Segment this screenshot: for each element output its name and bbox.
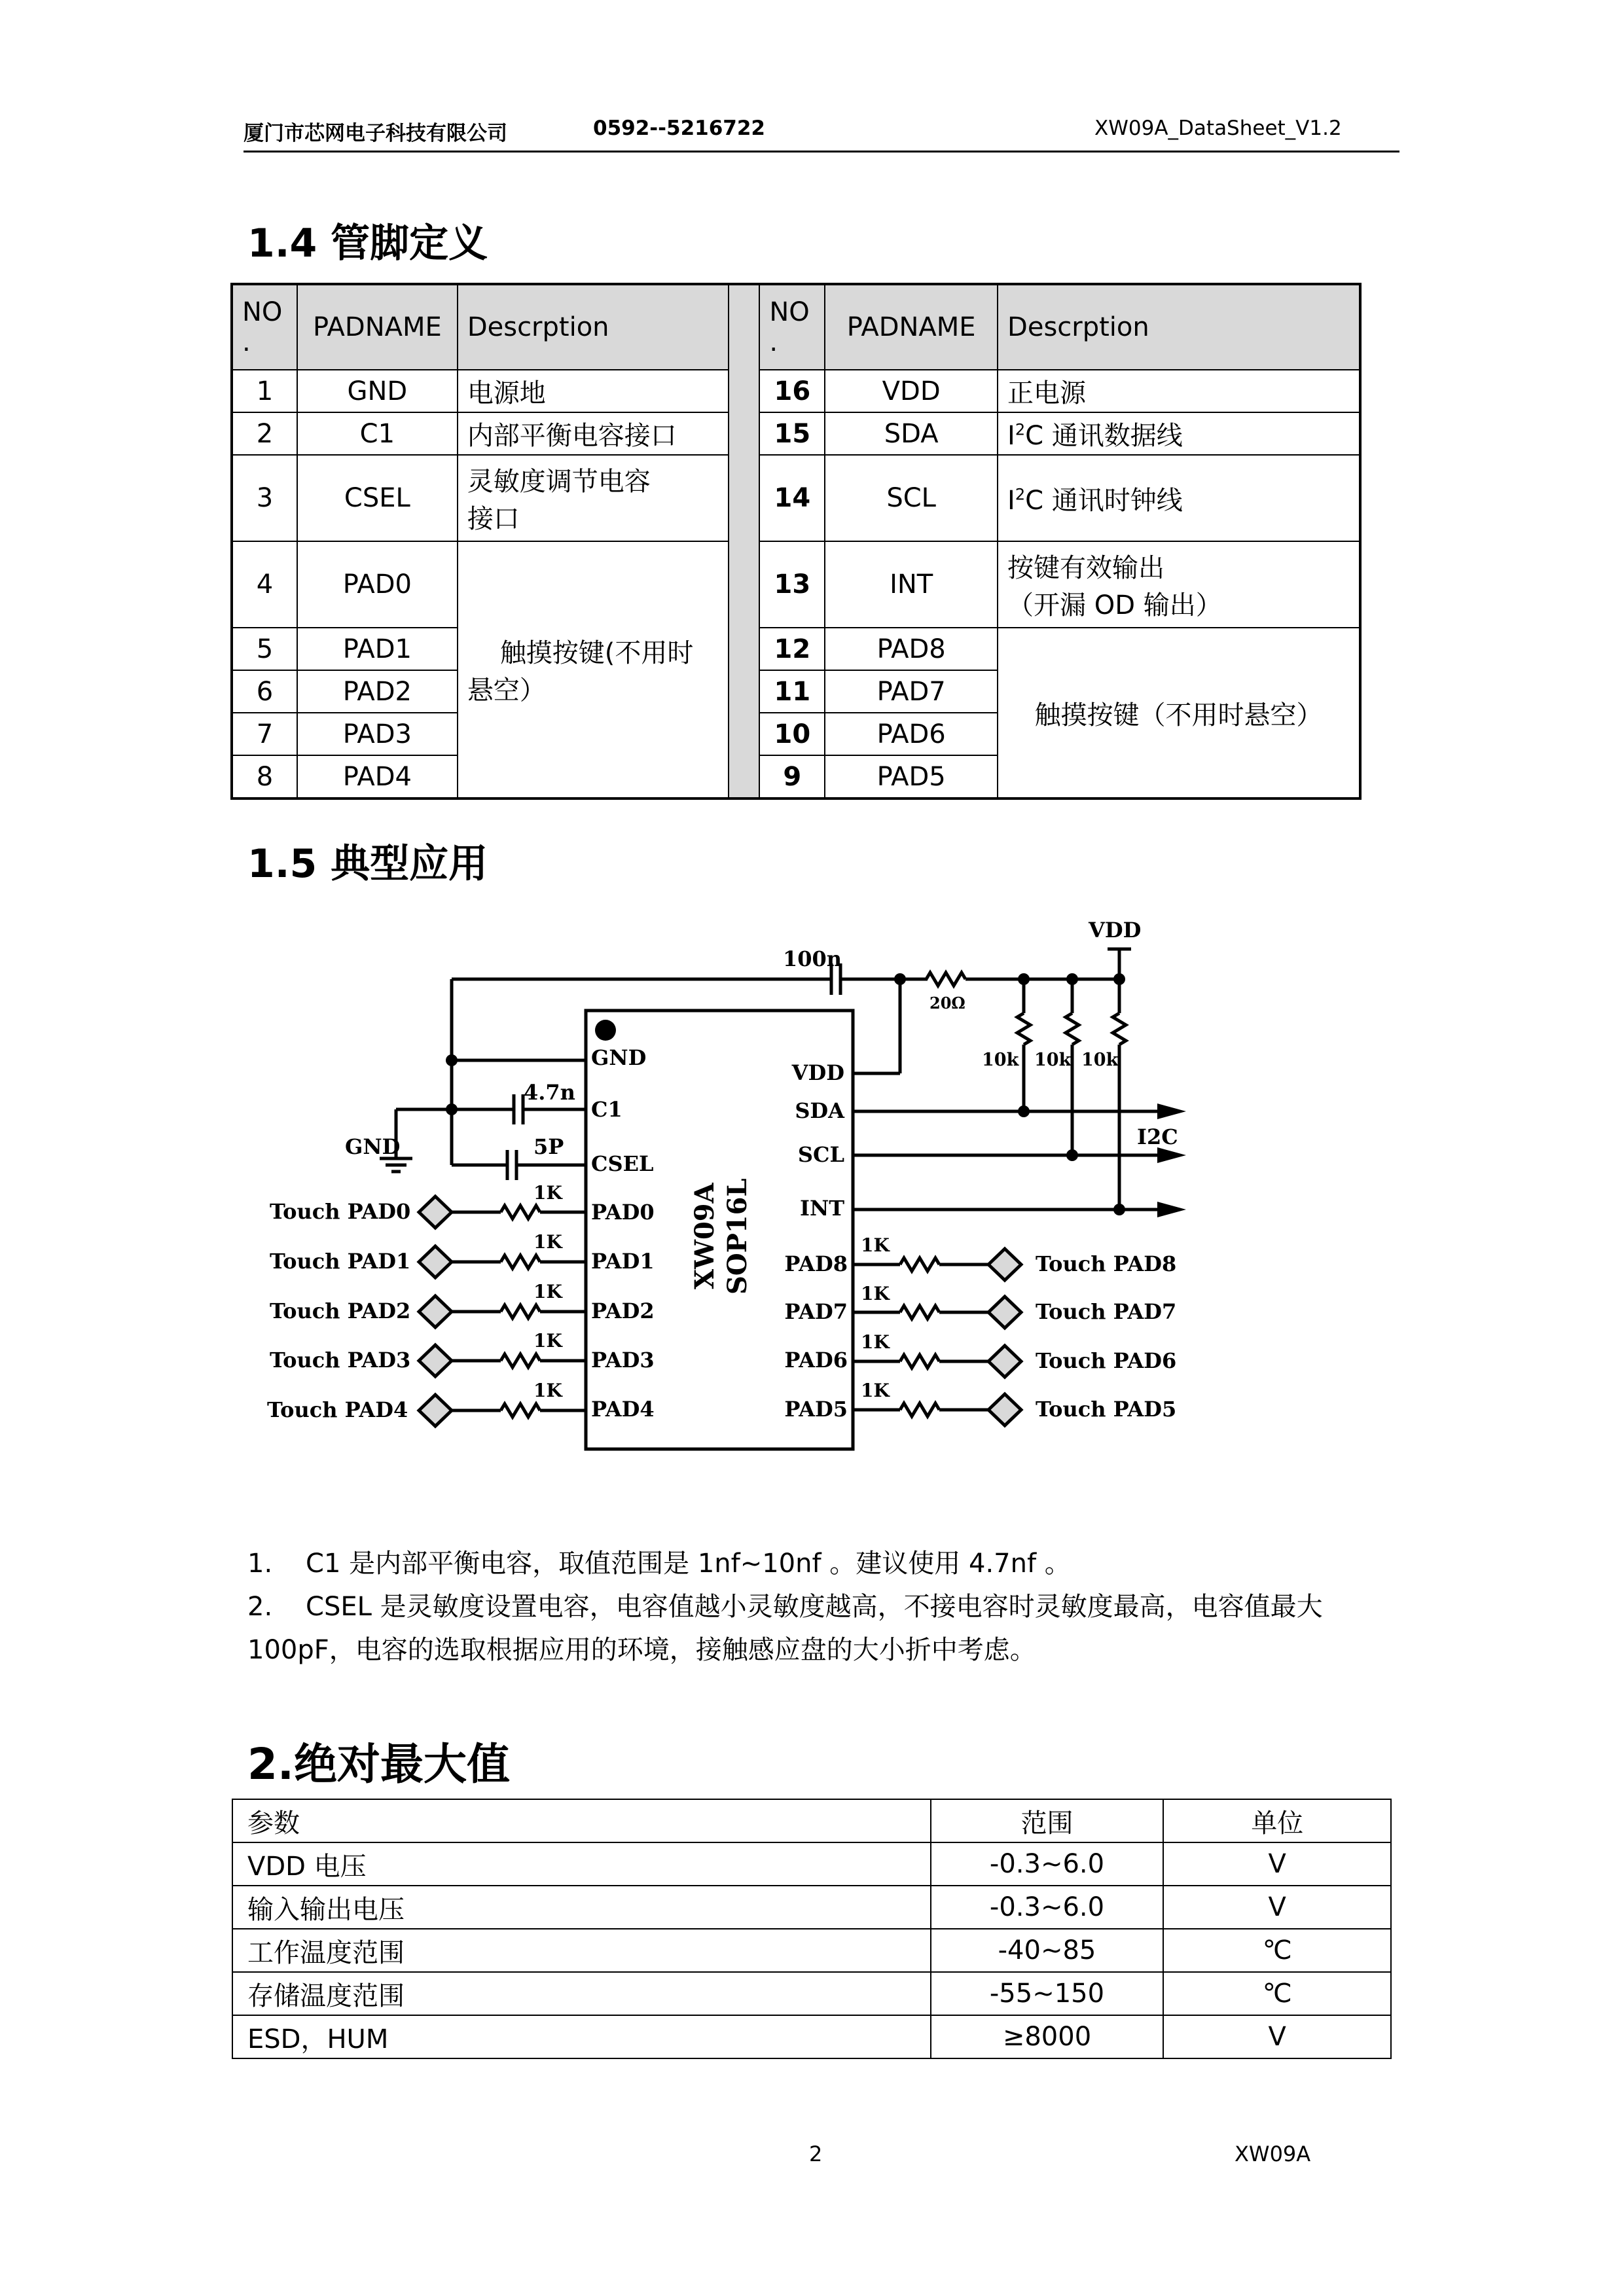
table-row: 3 CSEL 灵敏度调节电容 接口 14 SCL $I^2C$ 通讯时钟线 bbox=[232, 455, 1360, 541]
label-1k: 1K bbox=[533, 1231, 562, 1253]
chip-pin-pad7: PAD7 bbox=[784, 1299, 848, 1324]
table-row: 输入输出电压 -0.3~6.0 V bbox=[232, 1886, 1391, 1929]
label-1k: 1K bbox=[533, 1330, 562, 1352]
table-row: 6 PAD2 11 PAD7 bbox=[232, 670, 1360, 713]
touch-pad6: Touch PAD6 bbox=[1036, 1348, 1177, 1373]
chip-package: SOP16L bbox=[722, 1178, 753, 1295]
col-desc-r: Descrption bbox=[998, 284, 1360, 370]
section-1-5-title: 1.5 典型应用 bbox=[247, 841, 488, 887]
label-10k-1: 10k bbox=[982, 1050, 1019, 1070]
table-row: 4 PAD0 触摸按键(不用时 悬空） 13 INT 按键有效输出 （开漏 OD 输出） bbox=[232, 541, 1360, 628]
chip-pin-pad3: PAD3 bbox=[591, 1348, 655, 1372]
touch-pad2: Touch PAD2 bbox=[270, 1299, 411, 1323]
table-row: 1 GND 电源地 16 VDD 正电源 bbox=[232, 370, 1360, 412]
header-doc: XW09A_DataSheet_V1.2 bbox=[1094, 117, 1342, 140]
pin1-marker bbox=[595, 1020, 616, 1041]
table-row: 8 PAD4 9 PAD5 bbox=[232, 755, 1360, 798]
touch-pad1: Touch PAD1 bbox=[270, 1249, 411, 1274]
table-row: 存储温度范围 -55~150 ℃ bbox=[232, 1972, 1391, 2015]
label-5p: 5P bbox=[533, 1134, 564, 1159]
label-100n: 100n bbox=[783, 946, 842, 971]
col-no: NO . bbox=[232, 284, 297, 370]
header-phone: 0592--5216722 bbox=[593, 117, 766, 140]
label-20ohm: 20Ω bbox=[929, 994, 965, 1013]
col-padname: PADNAME bbox=[297, 284, 458, 370]
chip-pin-pad6: PAD6 bbox=[784, 1348, 848, 1372]
label-1k: 1K bbox=[861, 1331, 890, 1353]
label-gnd: GND bbox=[345, 1134, 401, 1159]
table-row: 7 PAD3 10 PAD6 bbox=[232, 713, 1360, 755]
footer-doc: XW09A bbox=[1235, 2142, 1311, 2166]
chip-pin-pad0: PAD0 bbox=[591, 1200, 655, 1225]
section-1-4-title: 1.4 管脚定义 bbox=[247, 221, 488, 266]
chip-pin-pad8: PAD8 bbox=[784, 1251, 848, 1276]
label-1k: 1K bbox=[533, 1380, 562, 1401]
note-2-cont: 100pF，电容的选取根据应用的环境，接触感应盘的大小折中考虑。 bbox=[247, 1635, 1036, 1665]
chip-pin-pad2: PAD2 bbox=[591, 1299, 655, 1323]
chip-name: XW09A bbox=[689, 1183, 720, 1289]
table-row: 工作温度范围 -40~85 ℃ bbox=[232, 1929, 1391, 1972]
chip-pin-csel: CSEL bbox=[591, 1151, 654, 1176]
left-touch-desc: 触摸按键(不用时 悬空） bbox=[458, 541, 729, 798]
label-10k-2: 10k bbox=[1034, 1050, 1072, 1070]
chip-pin-sda: SDA bbox=[795, 1098, 844, 1123]
table-row: 2 C1 内部平衡电容接口 15 SDA $I^2C$ 通讯数据线 bbox=[232, 412, 1360, 455]
header-company: 厦门市芯网电子科技有限公司 bbox=[244, 122, 507, 145]
touch-pad7: Touch PAD7 bbox=[1036, 1299, 1177, 1324]
notes bbox=[247, 1542, 1399, 1672]
touch-pad8: Touch PAD8 bbox=[1036, 1251, 1177, 1276]
right-touch-desc: 触摸按键（不用时悬空） bbox=[998, 628, 1360, 798]
chip-pin-c1: C1 bbox=[591, 1097, 623, 1122]
label-1k: 1K bbox=[533, 1182, 562, 1204]
touch-pad5: Touch PAD5 bbox=[1036, 1397, 1177, 1422]
label-10k-3: 10k bbox=[1081, 1050, 1119, 1070]
col-desc: Descrption bbox=[458, 284, 729, 370]
section-2-title: 2.绝对最大值 bbox=[247, 1739, 510, 1789]
col-no-r: NO . bbox=[759, 284, 825, 370]
label-i2c: I2C bbox=[1137, 1124, 1178, 1149]
chip-pin-scl: SCL bbox=[797, 1142, 844, 1167]
chip-pin-pad1: PAD1 bbox=[591, 1249, 655, 1274]
table-row: VDD 电压 -0.3~6.0 V bbox=[232, 1842, 1391, 1886]
touch-pad0: Touch PAD0 bbox=[270, 1199, 411, 1224]
label-vdd: VDD bbox=[1089, 918, 1142, 942]
label-1k: 1K bbox=[533, 1281, 562, 1302]
chip-pin-gnd: GND bbox=[591, 1045, 647, 1070]
chip-pin-pad4: PAD4 bbox=[591, 1397, 655, 1422]
col-padname-r: PADNAME bbox=[825, 284, 998, 370]
table-row: ESD，HUM ≥8000 V bbox=[232, 2015, 1391, 2058]
label-1k: 1K bbox=[861, 1380, 890, 1401]
label-1k: 1K bbox=[861, 1234, 890, 1256]
note-1: 1. C1 是内部平衡电容，取值范围是 1nf~10nf 。建议使用 4.7nf 。 bbox=[247, 1549, 1071, 1579]
table-row: 5 PAD1 12 PAD8 触摸按键（不用时悬空） bbox=[232, 628, 1360, 670]
note-2: 2. CSEL 是灵敏度设置电容，电容值越小灵敏度越高，不接电容时灵敏度最高，电容值最大 bbox=[247, 1592, 1323, 1622]
footer-page: 2 bbox=[809, 2142, 823, 2166]
label-1k: 1K bbox=[861, 1283, 890, 1304]
touch-pad4: Touch PAD4 bbox=[267, 1397, 408, 1422]
chip-pin-pad5: PAD5 bbox=[784, 1397, 848, 1422]
table-header: 参数 范围 单位 bbox=[232, 1799, 1391, 1842]
chip-pin-vdd: VDD bbox=[791, 1060, 844, 1085]
chip-pin-int: INT bbox=[799, 1196, 844, 1221]
absolute-max-table bbox=[232, 1799, 1392, 2059]
touch-pad3: Touch PAD3 bbox=[270, 1348, 411, 1372]
label-4-7n: 4.7n bbox=[524, 1080, 575, 1105]
